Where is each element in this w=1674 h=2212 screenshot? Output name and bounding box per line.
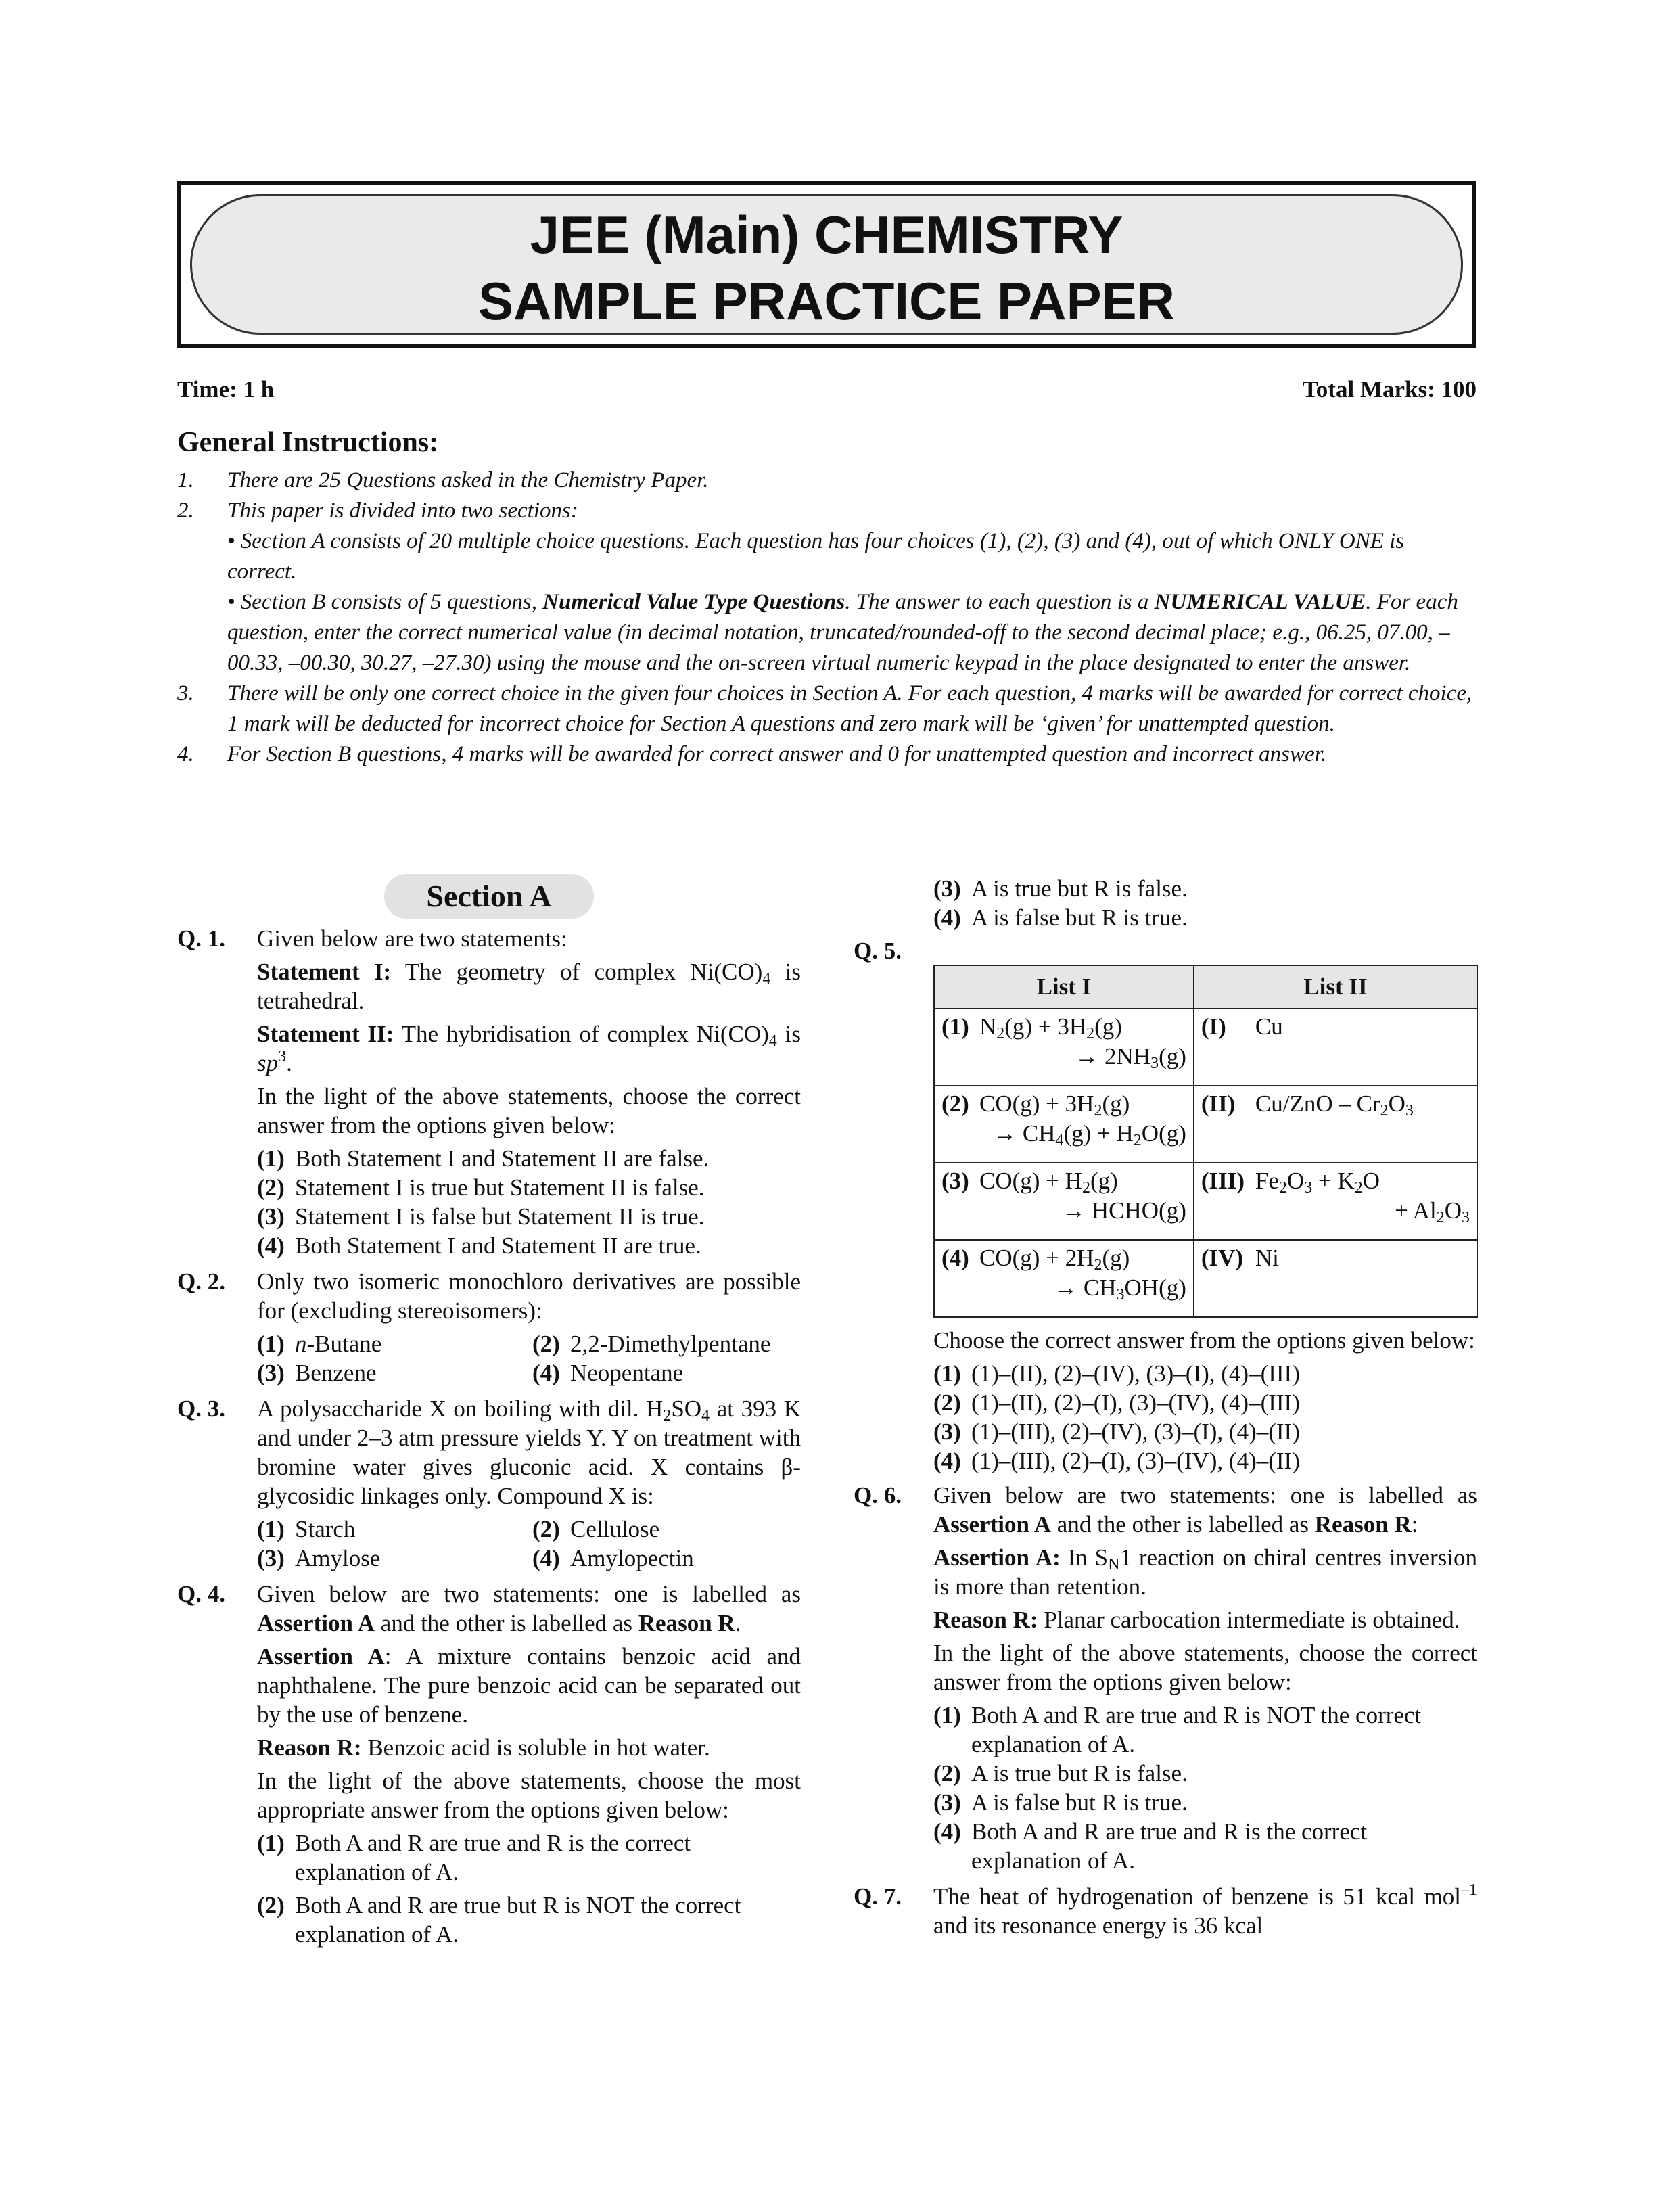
instructions-list	[177, 465, 1476, 770]
instruction-item: 1. There are 25 Questions asked in the Chemistry Paper.	[177, 468, 709, 492]
option[interactable]: (2) A is true but R is false.	[933, 1760, 1188, 1787]
option[interactable]: (3) Benzene	[257, 1360, 377, 1386]
section-a-label: Section A	[384, 874, 594, 919]
title-banner	[177, 181, 1476, 348]
total-marks-label: Total Marks: 100	[1302, 376, 1477, 402]
option[interactable]: (1) Both A and R are true and R is NOT the correct explanation of A.	[933, 1702, 1422, 1757]
option[interactable]: (4) (1)–(III), (2)–(I), (3)–(IV), (4)–(II)	[933, 1448, 1300, 1474]
option[interactable]: (4) Both Statement I and Statement II are true.	[257, 1232, 701, 1259]
instruction-item: 3. There will be only one correct choice in the given four choices in Section A. For each question, 4 marks will be awarded for correct choice, 1 mark will be deducted for incorrect choice for Section A questions and zero mark will be ‘given’ for unattempted question.	[177, 681, 1472, 736]
question-number: Q. 2.	[177, 1268, 225, 1295]
table-row: (3) $CO(g) + H_2(g)$ → HCHO(g) (III) $Fe_2O_3 + K_2O$ + $Al_2O_3$	[934, 1163, 1477, 1240]
option[interactable]: (3) A is false but R is true.	[933, 1789, 1188, 1816]
option[interactable]: (1) (1)–(II), (2)–(IV), (3)–(I), (4)–(III)	[933, 1360, 1300, 1387]
option[interactable]: (4) Amylopectin	[532, 1545, 694, 1571]
question-number: Q. 3.	[177, 1396, 225, 1422]
option[interactable]: (3) A is true but R is false.	[933, 875, 1188, 902]
option[interactable]: (4) A is false but R is true.	[933, 904, 1188, 931]
instruction-item: 4. For Section B questions, 4 marks will be awarded for correct answer and 0 for unattempted question and incorrect answer.	[177, 742, 1327, 766]
instruction-subitem: • Section B consists of 5 questions, Numerical Value Type Questions. The answer to each question is a NUMERICAL VALUE. For each question, enter the correct numerical value (in decimal notation, truncated/rounded-off to the second decimal place; e.g., 06.25, 07.00, –00.33, –00.30, 30.27, –27.30) using the mouse and the on-screen virtual numeric keypad in the place designated to enter the answer.	[227, 590, 1458, 675]
table-row: (4) $CO(g) + 2H_2(g)$ → $CH_3OH(g)$ (IV) Ni	[934, 1240, 1477, 1317]
time-label: Time: 1 h	[177, 376, 275, 402]
instruction-item: 2. This paper is divided into two sections:	[177, 499, 578, 523]
option[interactable]: (1) n-Butane	[257, 1331, 382, 1357]
question-4-continued	[854, 874, 1477, 932]
match-list-table	[933, 965, 1478, 1318]
options-grid	[257, 1329, 801, 1387]
paper-title-line1: JEE (Main) CHEMISTRY	[530, 205, 1123, 264]
paper-title-line2: SAMPLE PRACTICE PAPER	[478, 271, 1175, 331]
question-number: Q. 6.	[854, 1482, 902, 1508]
question-number: Q. 1.	[177, 925, 225, 952]
option[interactable]: (4) Both A and R are true and R is the correct explanation of A.	[933, 1818, 1368, 1874]
table-row: (2) $CO(g) + 3H_2(g)$ → $CH_4(g) + H_2O(g)$ (II) $Cu/ZnO - Cr_2O_3$	[934, 1086, 1477, 1163]
right-column	[854, 874, 1477, 1944]
option[interactable]: (2) Statement I is true but Statement II is false.	[257, 1174, 705, 1201]
question-4: Q. 4. Given below are two statements: one is labelled as Assertion A and the other is labelled as Reason R. Assertion A: A mixture contains benzoic acid and naphthalene. The pure benzoic acid can be separated out by the use of benzene. Reason R: Benzoic acid is soluble in hot water. In the light of the above statements, choose the most appropriate answer from the options given below: (1) Both A and R are true and R is the correct explanation of A. (2) Both A and R are true but R is NOT the correct explanation of A.	[177, 1581, 801, 1948]
question-2: Q. 2. Only two isomeric monochloro derivatives are possible for (excluding stereoisomers): (1) n-Butane (2) 2,2-Dimethylpentane (3) Benzene (4) Neopentane	[177, 1268, 801, 1386]
instruction-subitem: • Section A consists of 20 multiple choice questions. Each question has four choices (1), (2), (3) and (4), out of which ONLY ONE is correct.	[227, 529, 1405, 584]
option[interactable]: (1) Starch	[257, 1516, 356, 1542]
column-header: List I	[934, 965, 1194, 1009]
table-row: (1) $N_2(g) + 3H_2(g)$ → $2NH_3(g)$ (I) Cu	[934, 1009, 1477, 1086]
option[interactable]: (1) Both Statement I and Statement II are false.	[257, 1145, 710, 1172]
option[interactable]: (3) (1)–(III), (2)–(IV), (3)–(I), (4)–(II)	[933, 1419, 1300, 1445]
question-1: Q. 1. Given below are two statements: Statement I: The geometry of complex $Ni(CO)_4$ is tetrahedral. Statement II: The hybridisation of complex $Ni(CO)_4$ is $sp^3$. In the light of the above statements, choose the correct answer from the options given below: (1) Both Statement I and Statement II are false. (2) Statement I is true but Statement II is false. (3) Statement I is false but Statement II is true. (4) Both Statement I and Statement II are true.	[177, 925, 801, 1259]
option[interactable]: (2) Both A and R are true but R is NOT the correct explanation of A.	[257, 1892, 741, 1948]
question-5: Q. 5. List I List II (1) $N_2(g) + 3H_2(g)$ → $2NH_3(g)$ (I) Cu (2) $CO(g) + 3H_2(g)$ → $CH_4(g) + H_2O(g)$ (II) $Cu/ZnO - Cr_2O_3$ (3) $CO(g) + H_2(g)$ → HCHO(g) (III) $Fe_2O_3 + K_2O$ + $Al_2O_3$ (4) $CO(g) + 2H_2(g)$ → $CH_3OH(g)$ (IV) Ni Choose the correct answer from the options given below: (1) (1)–(II), (2)–(IV), (3)–(I), (4)–(III) (2) (1)–(II), (2)–(I), (3)–(IV), (4)–(III) (3) (1)–(III), (2)–(IV), (3)–(I), (4)–(II) (4) (1)–(III), (2)–(I), (3)–(IV), (4)–(II)	[854, 936, 1477, 1475]
left-column	[177, 874, 801, 1953]
option[interactable]: (3) Amylose	[257, 1545, 381, 1571]
question-7: Q. 7. The heat of hydrogenation of benzene is 51 kcal mol$^{-1}$ and its resonance energy is 36 kcal	[854, 1881, 1477, 1939]
question-number: Q. 5.	[854, 938, 902, 964]
question-3: Q. 3. A polysaccharide X on boiling with dil. $H_2SO_4$ at 393 K and under 2–3 atm pressure yields Y. Y on treatment with bromine water gives gluconic acid. X contains β-glycosidic linkages only. Compound X is: (1) Starch (2) Cellulose (3) Amylose (4) Amylopectin	[177, 1396, 801, 1571]
option[interactable]: (4) Neopentane	[532, 1360, 684, 1386]
options-grid	[257, 1515, 801, 1573]
question-6: Q. 6. Given below are two statements: one is labelled as Assertion A and the other is labelled as Reason R: Assertion A: In $S_N1$ reaction on chiral centres inversion is more than retention. Reason R: Planar carbocation intermediate is obtained. In the light of the above statements, choose the correct answer from the options given below: (1) Both A and R are true and R is NOT the correct explanation of A. (2) A is true but R is false. (3) A is false but R is true. (4) Both A and R are true and R is the correct explanation of A.	[854, 1482, 1478, 1874]
option[interactable]: (2) 2,2-Dimethylpentane	[532, 1331, 771, 1357]
option[interactable]: (2) Cellulose	[532, 1516, 660, 1542]
option[interactable]: (1) Both A and R are true and R is the correct explanation of A.	[257, 1830, 691, 1885]
column-header: List II	[1194, 965, 1477, 1009]
option[interactable]: (2) (1)–(II), (2)–(I), (3)–(IV), (4)–(III)	[933, 1389, 1300, 1416]
instructions-heading: General Instructions:	[177, 427, 439, 458]
question-number: Q. 7.	[854, 1883, 902, 1910]
title-pill	[190, 194, 1463, 335]
question-number: Q. 4.	[177, 1581, 225, 1607]
option[interactable]: (3) Statement I is false but Statement II is true.	[257, 1203, 705, 1230]
